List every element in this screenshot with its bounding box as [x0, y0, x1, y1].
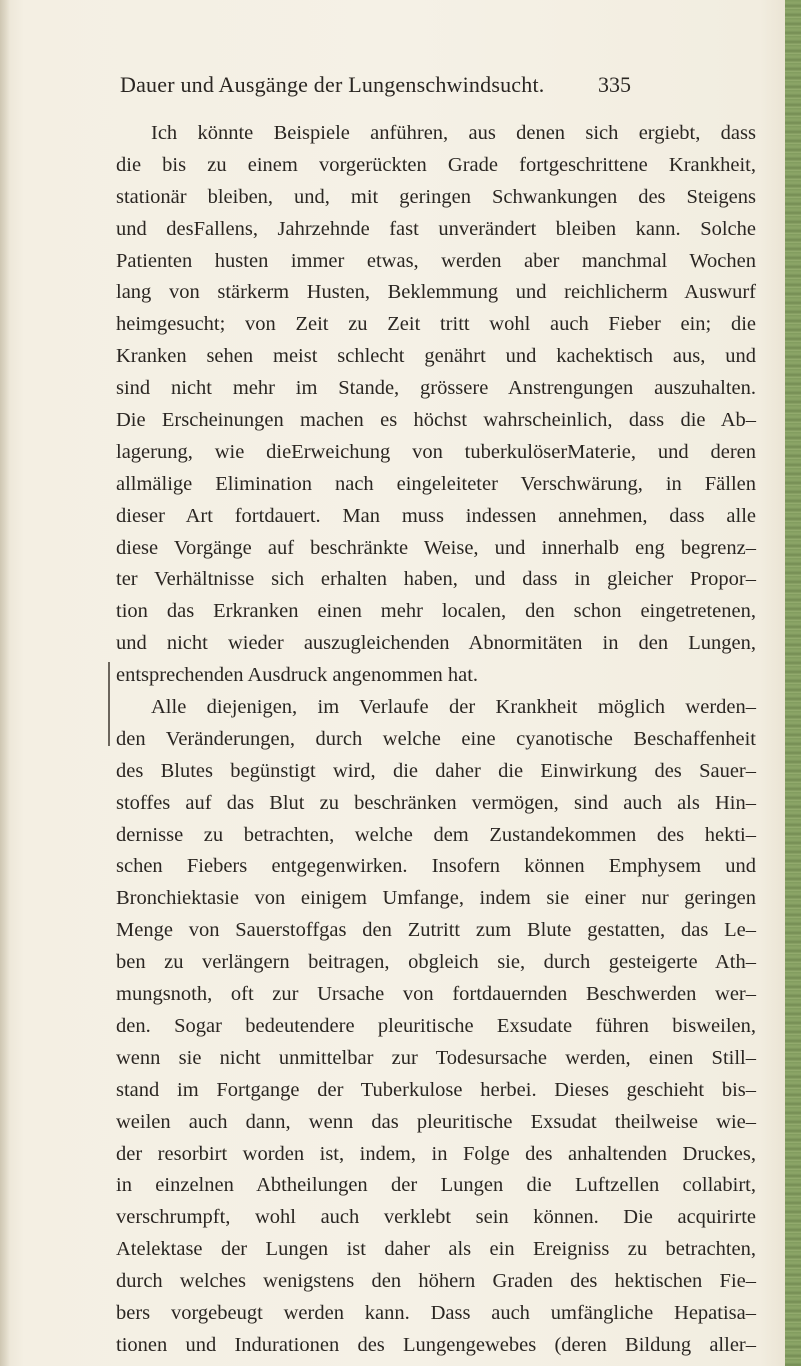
- text-line: in einzelnen Abtheilungen der Lungen die Luftzellen collabirt,: [116, 1174, 756, 1197]
- text-line: Patienten husten immer etwas, werden aber manchmal Wochen: [116, 249, 756, 272]
- page-edge-binding: [785, 0, 801, 1366]
- page-number: 335: [598, 72, 631, 97]
- text-line: Alle diejenigen, im Verlaufe der Krankheit möglich werden–: [151, 696, 756, 719]
- text-line: mungsnoth, oft zur Ursache von fortdauernden Beschwerden wer–: [116, 983, 756, 1006]
- text-line: dieser Art fortdauert. Man muss indessen annehmen, dass alle: [116, 504, 756, 527]
- text-line: Bronchiektasie von einigem Umfange, indem sie einer nur geringen: [116, 887, 756, 910]
- text-line: ter Verhältnisse sich erhalten haben, und dass in gleicher Propor–: [116, 568, 756, 591]
- text-line: tionen und Indurationen des Lungengewebes (deren Bildung aller–: [116, 1333, 756, 1356]
- text-line: Ich könnte Beispiele anführen, aus denen sich ergiebt, dass: [151, 122, 756, 144]
- text-line: schen Fiebers entgegenwirken. Insofern können Emphysem und: [116, 855, 756, 878]
- text-line: stoffes auf das Blut zu beschränken vermögen, sind auch als Hin–: [116, 791, 756, 814]
- text-line: den. Sogar bedeutendere pleuritische Exsudate führen bisweilen,: [116, 1014, 756, 1037]
- text-line: Kranken sehen meist schlecht genährt und kachektisch aus, und: [116, 345, 756, 368]
- body-text: [116, 118, 756, 1362]
- text-line: allmälige Elimination nach eingeleiteter Verschwärung, in Fällen: [116, 472, 756, 495]
- text-line: stand im Fortgange der Tuberkulose herbei. Dieses geschieht bis–: [116, 1078, 756, 1101]
- text-line: bers vorgebeugt werden kann. Dass auch umfängliche Hepatisa–: [116, 1301, 756, 1324]
- text-line: wenn sie nicht unmittelbar zur Todesursache werden, einen Still–: [116, 1046, 756, 1069]
- text-line: tion das Erkranken einen mehr localen, den schon eingetretenen,: [116, 600, 756, 623]
- text-line: durch welches wenigstens den höhern Graden des hektischen Fie–: [116, 1270, 756, 1293]
- text-line: lang von stärkerm Husten, Beklemmung und reichlicherm Auswurf: [116, 281, 756, 304]
- text-line: der resorbirt worden ist, indem, in Folge des anhaltenden Druckes,: [116, 1142, 756, 1165]
- page-gutter-shadow: [0, 0, 10, 1366]
- text-line: ben zu verlängern beitragen, obgleich sie, durch gesteigerte Ath–: [116, 951, 756, 974]
- text-line: und desFallens, Jahrzehnde fast unverändert bleiben kann. Solche: [116, 217, 756, 240]
- page-header: [0, 72, 801, 108]
- running-title: Dauer und Ausgänge der Lungenschwindsucht.: [120, 72, 545, 97]
- text-line: heimgesucht; von Zeit zu Zeit tritt wohl auch Fieber ein; die: [116, 313, 756, 336]
- margin-bracket-mark: [108, 662, 110, 746]
- text-line: sind nicht mehr im Stande, grössere Anstrengungen auszuhalten.: [116, 377, 756, 400]
- text-line: stationär bleiben, und, mit geringen Schwankungen des Steigens: [116, 185, 756, 208]
- text-line: und nicht wieder auszugleichenden Abnormitäten in den Lungen,: [116, 632, 756, 655]
- text-line: entsprechenden Ausdruck angenommen hat.: [116, 664, 479, 687]
- text-line: Menge von Sauerstoffgas den Zutritt zum Blute gestatten, das Le–: [116, 919, 756, 942]
- text-line: dernisse zu betrachten, welche dem Zustandekommen des hekti–: [116, 823, 756, 846]
- text-line: des Blutes begünstigt wird, die daher die Einwirkung des Sauer–: [116, 759, 756, 782]
- text-line: die bis zu einem vorgerückten Grade fortgeschrittene Krankheit,: [116, 153, 756, 176]
- text-line: Die Erscheinungen machen es höchst wahrscheinlich, dass die Ab–: [116, 409, 756, 432]
- text-line: diese Vorgänge auf beschränkte Weise, und innerhalb eng begrenz–: [116, 536, 756, 559]
- text-line: lagerung, wie dieErweichung von tuberkulöserMaterie, und deren: [116, 440, 756, 463]
- text-line: weilen auch dann, wenn das pleuritische Exsudat theilweise wie–: [116, 1110, 756, 1133]
- text-line: den Veränderungen, durch welche eine cyanotische Beschaffenheit: [116, 727, 756, 750]
- text-line: verschrumpft, wohl auch verklebt sein können. Die acquirirte: [116, 1206, 756, 1229]
- text-line: Atelektase der Lungen ist daher als ein Ereigniss zu betrachten,: [116, 1238, 756, 1261]
